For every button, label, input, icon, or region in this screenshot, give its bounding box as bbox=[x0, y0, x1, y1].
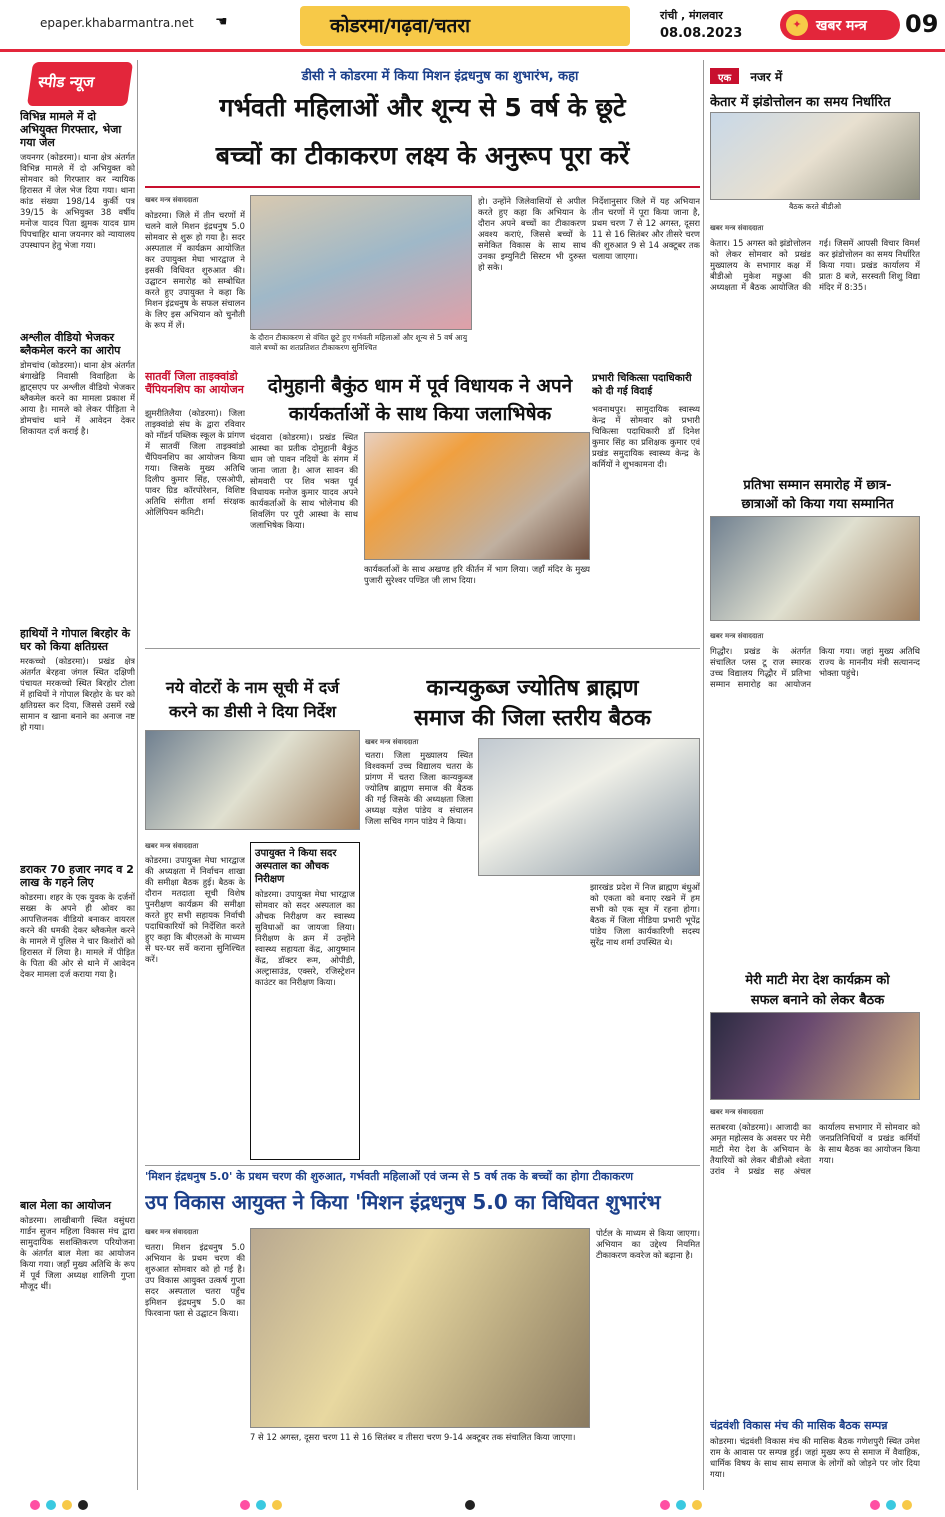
brahman-headline-1: कान्यकुब्ज ज्योतिष ब्राह्मण bbox=[426, 676, 639, 701]
meri-mati-headline-2: सफल बनाने को लेकर बैठक bbox=[750, 993, 885, 1008]
voters-headline-1: नये वोटरों के नाम सूची में दर्ज bbox=[165, 678, 340, 697]
nazar-tag: नजर में bbox=[750, 70, 783, 84]
voters-body: कोडरमा। उपायुक्त मेघा भारद्वाज की अध्यक्षता में निर्वाचन शाखा की समीक्षा बैठक हुई। बैठक के दौरान मतदाता सूची विशेष पुनरीक्षण कार्यक्रम की समीक्षा करते हुए सभी सहायक निर्वाची पदाधिकारियों को निर्देशित करते हुए कहा कि बीएलओ के माध्यम से घर-घर सर्वे कराना सुनिश्चित करें। bbox=[145, 855, 245, 964]
footer-dot bbox=[240, 1500, 250, 1510]
top-story-headline-1: गर्भवती महिलाओं और शून्य से 5 वर्ष के छूटे bbox=[219, 93, 626, 122]
left-story-5-body: कोडरमा। लाखीबागी स्थित वसुंधरा गार्डन सुजन महिला विकास मंच द्वारा सामुदायिक सशक्तिकरण परियोजना के अंतर्गत बाल मेला का आयोजन किया गया। जहाँ मुख्य अतिथि के रूप में पूर्व जिला अध्यक्ष शालिनी गुप्ता मौजूद थीं। bbox=[20, 1215, 135, 1291]
retire-body: भवनाथपुर। सामुदायिक स्वास्थ्य केन्द्र में सोमवार को प्रभारी चिकित्सा पदाधिकारी डॉ दिनेश कुमार सिंह का प्रशिक्षक कुमार एवं प्रखंड समुदायिक स्वास्थ्य केन्द्र के कर्मियों ने शुभकामना दी। bbox=[592, 404, 700, 469]
taekwondo-headline: सातवीं जिला ताइक्वांडो चैंपियनशिप का आयोजन bbox=[145, 370, 244, 396]
voters-photo bbox=[145, 730, 360, 830]
taekwondo-body: झुमरीतिलैया (कोडरमा)। जिला ताइक्वांडो संघ के द्वारा रविवार को मॉडर्न पब्लिक स्कूल के प्रांगण में सातवीं जिला ताइक्वांडो चैंपियनशिप का आयोजन किया गया। जिसके मुख्य अतिथि दिलीप कुमार सिंह, एसओपी, पावर ग्रिड कॉरपोरेशन, विशिष्ट अतिथि संगीता शर्मा संरक्षक ओलिंपियन कमिटी। bbox=[145, 408, 245, 517]
kedar-photo bbox=[710, 112, 920, 200]
footer-dot bbox=[30, 1500, 40, 1510]
ddc-byline: खबर मन्त्र संवाददाता bbox=[145, 1228, 199, 1236]
ek-nazar-tag bbox=[710, 66, 920, 84]
meri-mati-headline-1: मेरी माटी मेरा देश कार्यक्रम को bbox=[745, 973, 890, 988]
kedar-body: केतार। 15 अगस्त को झंडोत्तोलन को लेकर सोमवार को प्रखंड मुख्यालय के सभागार कक्ष में बीडीओ मुकेश मछुआ की अध्यक्षता में बैठक आयोजित की गई। जिसमें आपसी विचार विमर्श कर झंडोत्तोलन का समय निर्धारित किया गया। प्रखंड कार्यालय में प्रातः 8 बजे, सरस्वती शिशु विद्या मंदिर में 8:35। bbox=[710, 238, 920, 292]
site-url[interactable]: epaper.khabarmantra.net bbox=[40, 16, 194, 30]
speed-news-logo bbox=[27, 62, 133, 106]
footer-dot bbox=[62, 1500, 72, 1510]
page-footer bbox=[0, 1493, 945, 1517]
left-story-2 bbox=[20, 331, 135, 621]
cursor-icon: ☚ bbox=[215, 14, 228, 30]
pratibha-byline: खबर मन्त्र संवाददाता bbox=[710, 632, 764, 640]
footer-dot bbox=[78, 1500, 88, 1510]
footer-dot bbox=[46, 1500, 56, 1510]
inspection-headline: उपायुक्त ने किया सदर अस्पताल का औचक निरीक्षण bbox=[255, 848, 337, 885]
left-story-5 bbox=[20, 1199, 135, 1469]
mission-strip bbox=[145, 1165, 700, 1185]
page-header bbox=[0, 0, 945, 52]
mid-divider bbox=[145, 648, 700, 649]
right-divider bbox=[703, 60, 704, 1490]
kedar-headline: केतार में झंडोत्तोलन का समय निर्धारित bbox=[710, 95, 891, 110]
ddc-caption: 7 से 12 अगस्त, दूसरा चरण 11 से 16 सितंबर व तीसरा चरण 9-14 अक्टूबर तक संचालित किया जाएगा। bbox=[250, 1432, 576, 1442]
brahman-body: चतरा। जिला मुख्यालय स्थित विश्वकर्मा उच्च विद्यालय चतरा के प्रांगण में चतरा जिला कान्यकुब्ज ज्योतिष ब्राह्मण समाज की बैठक की गई जिसके की अध्यक्षता जिला अध्यक्ष यज्ञेश पांडेय व संचालन जिला सचिव गगन पांडेय ने किया। bbox=[365, 750, 473, 826]
left-story-2-headline: अश्लील वीडियो भेजकर ब्लैकमेल करने का आरोप bbox=[20, 331, 121, 357]
top-story-body-2: हो। उन्होंने जिलेवासियों से अपील करते हुए कहा कि अभियान के दौरान अपने बच्चों का टीकाकरण अवश्य कराएं, जिससे बच्चों के समेकित विकास के साथ साथ उनका इम्युनिटी सिस्टम भी दुरुस्त हो सके। bbox=[478, 196, 586, 272]
left-story-4-body: कोडरमा। शहर के एक युवक के दर्जनों सख्स के अपने ही ओवर का आपत्तिजनक वीडियो बनाकर वायरल करने की धमकी देकर ब्लैकमेल करने के मामले में पुलिस ने चार किशोरों को हिरासत में लिया है। मामले में पीड़ित के पिता की ओर से थाने में आवेदन देकर मामला दर्ज कराया गया है। bbox=[20, 892, 135, 979]
footer-dot bbox=[676, 1500, 686, 1510]
top-story-body: कोडरमा। जिले में तीन चरणों में चलने वाले मिशन इंद्रधनुष 5.0 सोमवार से शुरू हो गया है। सदर अस्पताल में कार्यक्रम आयोजित कर उपायुक्त मेघा भारद्वाज ने इसकी विधिवत शुरुआत की। उद्घाटन समारोह को सम्बोधित करते हुए उपायुक्त ने कहा कि मिशन इंद्रधनुष के सफल संचालन के लिए इस अभियान को चुनौती के रूप में लें। bbox=[145, 210, 245, 330]
kedar-caption: बैठक करते बीडीओ bbox=[788, 202, 842, 211]
chandravanshi-headline: चंद्रवंशी विकास मंच की मासिक बैठक सम्पन्न bbox=[710, 1419, 888, 1432]
top-story-photo bbox=[250, 195, 472, 330]
top-story-kicker: डीसी ने कोडरमा में किया मिशन इंद्रधनुष का शुभारंभ, कहा bbox=[301, 69, 579, 84]
footer-dot bbox=[902, 1500, 912, 1510]
top-story-rule bbox=[145, 186, 700, 188]
left-story-5-headline: बाल मेला का आयोजन bbox=[20, 1199, 111, 1212]
ddc-body-2: पोर्टल के माध्यम से किया जाएगा। अभियान का उद्देश्य नियमित टीकाकरण कवरेज को बढ़ाना है। bbox=[596, 1228, 700, 1260]
dom-photo bbox=[364, 432, 590, 560]
footer-dot bbox=[870, 1500, 880, 1510]
brand-logo-icon: ✦ bbox=[786, 14, 808, 36]
brahman-byline: खबर मन्त्र संवाददाता bbox=[365, 738, 419, 746]
left-story-4-headline: डराकर 70 हजार नगद व 2 लाख के गहने लिए bbox=[20, 863, 134, 889]
voters-headline-2: करने का डीसी ने दिया निर्देश bbox=[168, 702, 336, 721]
top-story-headline-2: बच्चों का टीकाकरण लक्ष्य के अनुरूप पूरा करें bbox=[215, 141, 630, 170]
left-story-3 bbox=[20, 627, 135, 857]
footer-dot bbox=[660, 1500, 670, 1510]
section-title: कोडरमा/गढ़वा/चतरा bbox=[330, 15, 471, 37]
kedar-byline: खबर मन्त्र संवाददाता bbox=[710, 224, 764, 232]
left-story-1-body: जयनगर (कोडरमा)। थाना क्षेत्र अंतर्गत विभिन्न मामले में दो अभियुक्त को सोमवार को गिरफ्तार कर न्यायिक हिरासत में जेल भेज दिया गया। थाना कांड संख्या 198/14 कुर्की पत्र 39/15 के अभियुक्त 38 वर्षीय मनोज यादव पिता झुमक यादव ग्राम पिपचाहिर थाना जयनगर को न्यायालय उपस्थापन हेतु भेजा गया। bbox=[20, 152, 135, 250]
brahman-body-2: झारखंड प्रदेश में निज ब्राह्मण बंधुओं को एकता को बनाए रखने में हम सभी को एक सूत्र में रहना होगा। बैठक में जिला मीडिया प्रभारी भूपेंद्र पांडेय जिला कार्यकारिणी सदस्य सुरेंद्र नाथ शर्मा उपस्थित थे। bbox=[590, 882, 700, 947]
brahman-headline-2: समाज की जिला स्तरीय बैठक bbox=[414, 706, 651, 731]
voters-byline: खबर मन्त्र संवाददाता bbox=[145, 842, 199, 850]
brahman-photo bbox=[478, 738, 700, 876]
chandravanshi-body: कोडरमा। चंद्रवंशी विकास मंच की मासिक बैठक गणेशपुरी स्थित उमेश राम के आवास पर सम्पन्न हुई। जहां मुख्य रूप से समाज में वैवाहिक, धार्मिक विषय के साथ साथ समाज के लोगों को जोड़ने पर जोर दिया गया। bbox=[710, 1436, 920, 1479]
ddc-photo bbox=[250, 1228, 590, 1428]
left-story-3-headline: हाथियों ने गोपाल बिरहोर के घर को किया क्षतिग्रस्त bbox=[20, 627, 131, 653]
meri-mati-photo bbox=[710, 1012, 920, 1100]
footer-dot bbox=[692, 1500, 702, 1510]
pratibha-body: गिद्धौर। प्रखंड के अंतर्गत संचालित प्लस टू राज स्मारक उच्च विद्यालय गिद्धौर में प्रतिभा सम्मान समारोह का आयोजन किया गया। जहां मुख्य अतिथि राज्य के माननीय मंत्री सत्यानन्द भोक्ता पहुंचे। bbox=[710, 646, 920, 689]
ddc-body: चतरा। मिशन इंद्रधनुष 5.0 अभियान के प्रथम चरण की शुरुआत सोमवार को हो गई है। उप विकास आयुक्त उत्कर्ष गुप्ता सदर अस्पताल चतरा पहुँच इमिशन इंद्रधनुष 5.0 का फिरवाना फ्ता से उद्घाटन किया। bbox=[145, 1242, 245, 1318]
retire-headline: प्रभारी चिकित्सा पदाधिकारी को दी गई विदाई bbox=[592, 373, 692, 397]
left-story-2-body: डोमचांच (कोडरमा)। थाना क्षेत्र अंतर्गत बंगाखेड़ि निवासी विवाहिता के ह्वाट्सएप पर अश्लील वीडियो भेजकर ब्लैकमेल करने का मामला प्रकाश में आया है। मामले को लेकर पीड़िता ने डोमचांच थाने में आवेदन देकर शिकायत दर्ज कराई है। bbox=[20, 360, 135, 436]
pratibha-headline-1: प्रतिभा सम्मान समारोह में छात्र- bbox=[743, 478, 892, 493]
mission-strip-text: 'मिशन इंद्रधनुष 5.0' के प्रथम चरण की शुरुआत, गर्भवती महिलाओं एवं जन्म से 5 वर्ष तक के बच्चों का होगा टीकाकरण bbox=[145, 1170, 634, 1183]
left-story-4 bbox=[20, 863, 135, 1193]
ek-tag: एक bbox=[710, 68, 739, 84]
meri-mati-byline: खबर मन्त्र संवाददाता bbox=[710, 1108, 764, 1116]
footer-dot bbox=[465, 1500, 475, 1510]
inspection-body: कोडरमा। उपायुक्त मेघा भारद्वाज सोमवार को सदर अस्पताल का औचक निरीक्षण कर स्वास्थ्य सुविधाओं का जायजा लिया। निरीक्षण के क्रम में उन्होंने स्वास्थ्य सहायता केंद्र, आयुष्मान केंद्र, डॉक्टर रूम, ओपीडी, अल्ट्रासाउंड, एक्सरे, रजिस्ट्रेशन काउंटर का निरीक्षण किया। bbox=[255, 889, 355, 987]
top-story-body-3: निर्देशानुसार जिले में यह अभियान तीन चरणों में पूरा किया जाना है, प्रथम चरण 7 से 12 अगस्त, दूसरा 11 से 16 सितंबर और तीसरे चरण की शुरुआत 9 से 14 अक्टूबर तक चलाया जाएगा। bbox=[592, 196, 700, 261]
left-story-1-headline: विभिन्न मामले में दो अभियुक्त गिरफ्तार, भेजा गया जेल bbox=[20, 110, 122, 149]
top-story-caption: के दौरान टीकाकरण से वंचित छूटे हुए गर्भवती महिलाओं और शून्य से 5 वर्ष आयु वाले बच्चों का शतप्रतिशत टीकाकरण सुनिश्चित bbox=[250, 333, 468, 352]
header-place: रांची , मंगलवार bbox=[660, 9, 723, 22]
footer-dot bbox=[256, 1500, 266, 1510]
top-story-byline: खबर मन्त्र संवाददाता bbox=[145, 196, 199, 204]
page-number: 09 bbox=[905, 10, 939, 38]
header-date: 08.08.2023 bbox=[660, 26, 743, 41]
left-story-1 bbox=[20, 110, 135, 325]
left-divider bbox=[137, 60, 138, 1490]
dom-headline-1: दोमुहानी बैकुंठ धाम में पूर्व विधायक ने अपने bbox=[267, 375, 573, 397]
dom-headline-2: कार्यकर्ताओं के साथ किया जलाभिषेक bbox=[288, 403, 552, 425]
left-column bbox=[20, 110, 135, 1490]
dom-body: चंदवारा (कोडरमा)। प्रखंड स्थित आस्था का प्रतीक दोमुहानी बैकुंठ धाम जो पावन नदियों के संगम में जाना जाता है। आज सावन की सोमवारी पर शिव भक्त पूर्व विधायक मनोज कुमार यादव अपने कार्यकर्ताओं के साथ भोलेनाथ की शिवलिंग पर पूरी आस्था के साथ जलाभिषेक किया। bbox=[250, 432, 358, 530]
footer-dot bbox=[886, 1500, 896, 1510]
inspection-box bbox=[250, 842, 360, 1160]
speed-news-label: स्पीड न्यूज bbox=[37, 73, 96, 91]
footer-dot bbox=[272, 1500, 282, 1510]
dom-caption: कार्यकर्ताओं के साथ अखण्ड हरि कीर्तन में भाग लिया। जहाँ मंदिर के मुख्य पुजारी सुरेश्वर पण्डित जी लाभ दिया। bbox=[364, 564, 590, 585]
brand-name: खबर मन्त्र bbox=[816, 18, 867, 34]
left-story-3-body: मरकच्चो (कोडरमा)। प्रखंड क्षेत्र अंतर्गत बेरहवा जंगल स्थित दक्षिणी पंचायत मरकच्चो स्थित बिरहोर टोला में हाथियों ने गोपाल बिरहोर के घर को क्षतिग्रस्त कर दिया, जिससे उसमें रखे सामान व खाना बनाने का अनाज नष्ट हो गया। bbox=[20, 656, 135, 732]
meri-mati-body: सतबरवा (कोडरमा)। आजादी का अमृत महोत्सव के अवसर पर मेरी माटी मेरा देश के अभियान के तैयारियों को लेकर बीडीओ श्वेता उरांव ने प्रखंड सह अंचल कार्यालय सभागार में सोमवार को जनप्रतिनिधियों व प्रखंड कर्मियों के साथ बैठक का आयोजन किया गया। bbox=[710, 1122, 920, 1176]
ddc-headline: उप विकास आयुक्त ने किया 'मिशन इंद्रधनुष 5.0 का विधिवत शुभारंभ bbox=[145, 1190, 661, 1214]
pratibha-headline-2: छात्राओं को किया गया सम्मानित bbox=[741, 497, 894, 512]
pratibha-photo bbox=[710, 516, 920, 621]
